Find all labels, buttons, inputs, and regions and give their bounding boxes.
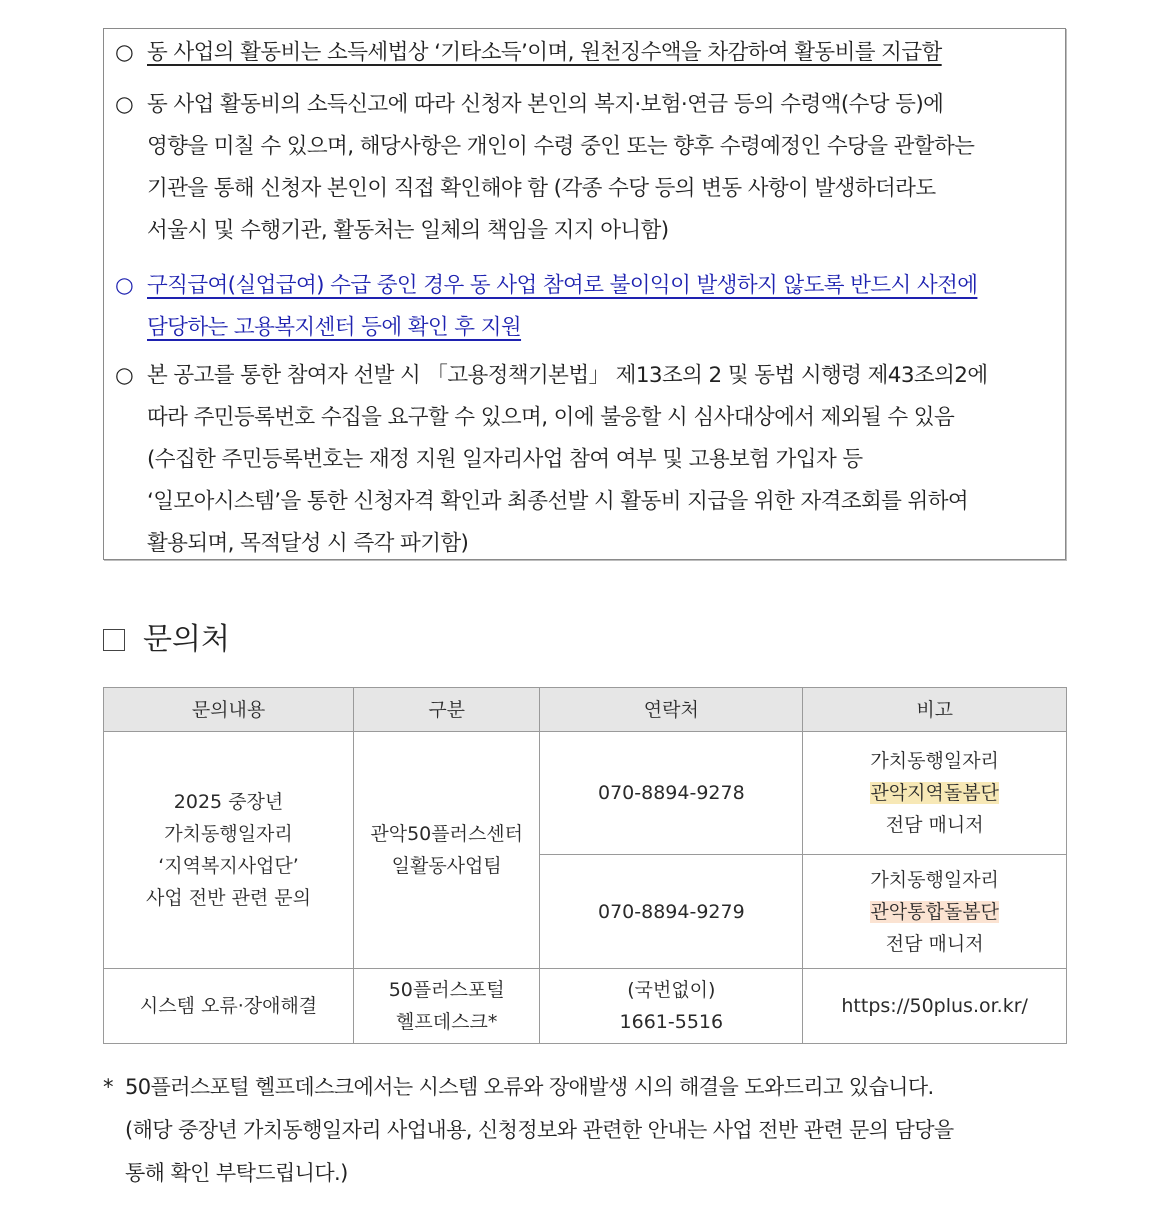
notice-text: 따라 주민등록번호 수집을 요구할 수 있으며, 이에 불응할 시 심사대상에서 제외될 수 있음 [147,405,955,430]
contact-table [103,687,1067,1044]
circle-bullet-icon: ○ [115,40,134,65]
header-division: 구분 [354,688,540,732]
header-note: 비고 [803,688,1067,732]
url-cell: https://50plus.or.kr/ [803,969,1067,1044]
phone-line: (국번없이) [627,979,716,1001]
table-header-row [104,688,1067,732]
division-line: 일활동사업팀 [391,855,502,877]
table-row [104,732,1067,855]
circle-bullet-icon: ○ [115,92,134,117]
inquiry-cell: 시스템 오류·장애해결 [104,969,354,1044]
inquiry-line: 가치동행일자리 [164,823,293,845]
header-inquiry: 문의내용 [104,688,354,732]
notice-text: 기관을 통해 신청자 본인이 직접 확인해야 함 (각종 수당 등의 변동 사항이 발생하더라도 [147,176,936,201]
note-line: 전담 매니저 [885,932,984,955]
notice-text: ‘일모아시스템’을 통한 신청자격 확인과 최종선발 시 활동비 지급을 위한 자격조회를 위하여 [147,489,969,514]
notice-item-income-report [115,84,1060,252]
note-line: 가치동행일자리 [870,750,999,772]
note-line: 전담 매니저 [885,814,984,836]
square-bullet-icon [103,629,125,651]
header-contact: 연락처 [540,688,803,732]
division-cell [354,969,540,1044]
notice-item-unemployment-benefit [115,265,1060,349]
inquiry-line: 2025 중장년 [173,791,284,813]
division-line: 관악50플러스센터 [370,823,524,845]
inquiry-cell [104,732,354,969]
phone-cell: 070-8894-9278 [540,732,803,855]
notice-text: 서울시 및 수행기관, 활동처는 일체의 책임을 지지 아니함) [147,218,669,243]
footnote [103,1066,1083,1195]
notice-text: 활용되며, 목적달성 시 즉각 파기함) [147,531,469,556]
notice-text: 본 공고를 통한 참여자 선발 시 「고용정책기본법」 제13조의 2 및 동법 시행령 제43조의2에 [147,363,988,388]
table-row [104,969,1067,1044]
section-title-contact [103,618,230,662]
asterisk-icon: * [103,1075,113,1099]
note-line: 가치동행일자리 [870,868,999,891]
notice-text: 구직급여(실업급여) 수급 중인 경우 동 사업 참여로 불이익이 발생하지 않도록 반드시 사전에 [147,273,978,298]
division-cell [354,732,540,969]
circle-bullet-icon: ○ [115,363,134,388]
phone-cell: 070-8894-9279 [540,855,803,969]
footnote-text: 50플러스포털 헬프데스크에서는 시스템 오류와 장애발생 시의 해결을 도와드리고 있습니다. [125,1075,934,1099]
section-title-text: 문의처 [143,622,230,657]
circle-bullet-icon: ○ [115,273,134,298]
highlighted-team-name: 관악통합돌봄단 [870,900,999,923]
notice-box [103,28,1066,560]
notice-text: 영향을 미칠 수 있으며, 해당사항은 개인이 수령 중인 또는 향후 수령예정인 수당을 관할하는 [147,134,975,159]
notice-item-resident-number [115,355,1060,565]
inquiry-line: 사업 전반 관련 문의 [146,887,311,909]
notice-text: (수집한 주민등록번호는 재정 지원 일자리사업 참여 여부 및 고용보험 가입자 등 [147,447,863,472]
notice-text: 동 사업의 활동비는 소득세법상 ‘기타소득’이며, 원천징수액을 차감하여 활동비를 지급함 [147,40,942,65]
division-line: 헬프데스크* [396,1011,498,1033]
note-cell [803,855,1067,969]
highlighted-team-name: 관악지역돌봄단 [870,782,999,804]
notice-text: 담당하는 고용복지센터 등에 확인 후 지원 [147,315,522,340]
footnote-text: (해당 중장년 가치동행일자리 사업내용, 신청정보와 관련한 안내는 사업 전반 관련 문의 담당을 [125,1118,954,1142]
phone-cell [540,969,803,1044]
division-line: 50플러스포털 [388,979,505,1001]
inquiry-line: ‘지역복지사업단’ [158,855,299,877]
footnote-text: 통해 확인 부탁드립니다.) [125,1161,348,1185]
notice-item-income-tax [115,32,1060,74]
note-cell [803,732,1067,855]
notice-text: 동 사업 활동비의 소득신고에 따라 신청자 본인의 복지·보험·연금 등의 수령액(수당 등)에 [147,92,944,117]
phone-line: 1661-5516 [619,1011,724,1033]
